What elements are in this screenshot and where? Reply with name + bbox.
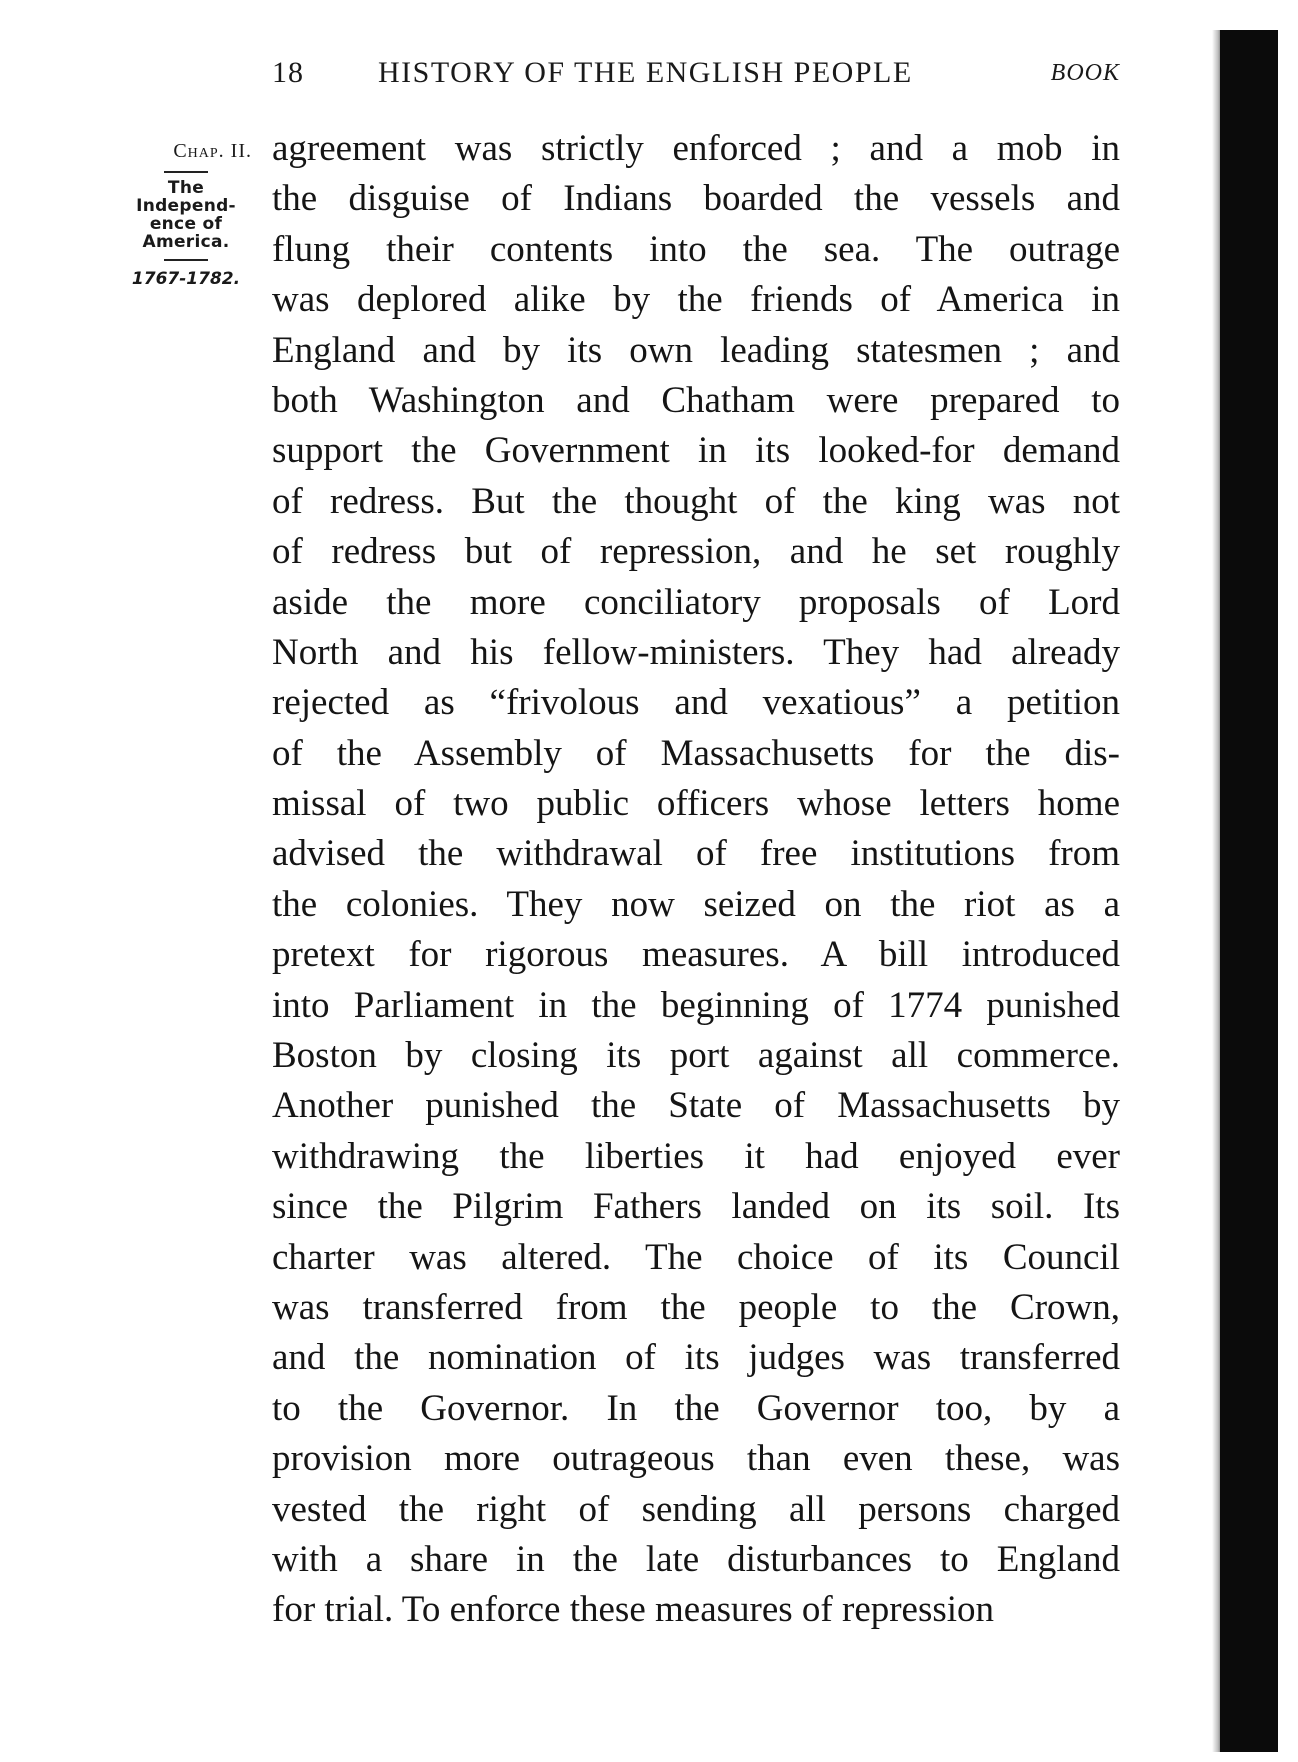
text-line: and the nomination of its judges was transferred [272,1337,1120,1379]
text-line: Another punished the State of Massachusetts by [272,1085,1120,1127]
text-line: of the Assembly of Massachusetts for the dis- [272,732,1120,774]
text-line: was transferred from the people to the Crown, [272,1286,1120,1328]
text-line: England and by its own leading statesmen ; and [272,329,1120,371]
page-number: 18 [272,56,304,89]
margin-subject-line: America. [142,232,230,252]
running-header [268,56,1124,96]
text-line: rejected as “frivolous and vexatious” a petition [272,682,1120,724]
text-line: was deplored alike by the friends of America in [272,279,1120,321]
text-line: Boston by closing its port against all commerce. [272,1035,1120,1077]
text-line: agreement was strictly enforced ; and a mob in [272,128,1120,169]
text-line: advised the withdrawal of free institutions from [272,833,1120,875]
margin-subject-line: Independ- [136,196,236,216]
text-line: with a share in the late disturbances to England [272,1538,1120,1580]
text-line: the colonies. They now seized on the riot as a [272,883,1120,925]
section-label: BOOK [1050,60,1120,86]
text-line: into Parliament in the beginning of 1774 punished [272,984,1120,1026]
text-line: vested the right of sending all persons charged [272,1488,1120,1530]
running-title: HISTORY OF THE ENGLISH PEOPLE [378,56,913,89]
text-line: both Washington and Chatham were prepared to [272,379,1120,421]
text-line: of redress. But the thought of the king was not [272,480,1120,522]
text-line: since the Pilgrim Fathers landed on its soil. Its [272,1186,1120,1228]
text-line: support the Government in its looked-for demand [272,430,1120,472]
text-line: to the Governor. In the Governor too, by a [272,1387,1120,1429]
scan-binding-shadow [1220,30,1278,1752]
text-line: aside the more conciliatory proposals of Lord [272,581,1120,623]
margin-rule-bottom [164,259,208,261]
margin-rule-top [164,171,208,173]
date-range: 1767-1782. [131,269,241,289]
text-line: withdrawing the liberties it had enjoyed ever [272,1135,1120,1177]
text-line: North and his fellow-ministers. They had already [272,631,1120,673]
text-line: pretext for rigorous measures. A bill introduced [272,934,1120,976]
text-line: of redress but of repression, and he set roughly [272,531,1120,573]
text-line: for trial. To enforce these measures of repression [272,1589,995,1631]
margin-subject-line: ence of [149,214,223,234]
body-paragraph [272,124,1120,1636]
text-line: charter was altered. The choice of its Council [272,1236,1120,1278]
margin-subject-line: The [167,178,205,198]
margin-subject [118,179,254,251]
text-line: the disguise of Indians boarded the vessels and [272,178,1120,220]
margin-note [118,140,254,289]
text-line: flung their contents into the sea. The outrage [272,228,1120,270]
text-line: provision more outrageous than even these, was [272,1438,1120,1480]
chapter-label: Chap. II. [173,140,252,162]
text-line: missal of two public officers whose letters home [272,783,1120,825]
